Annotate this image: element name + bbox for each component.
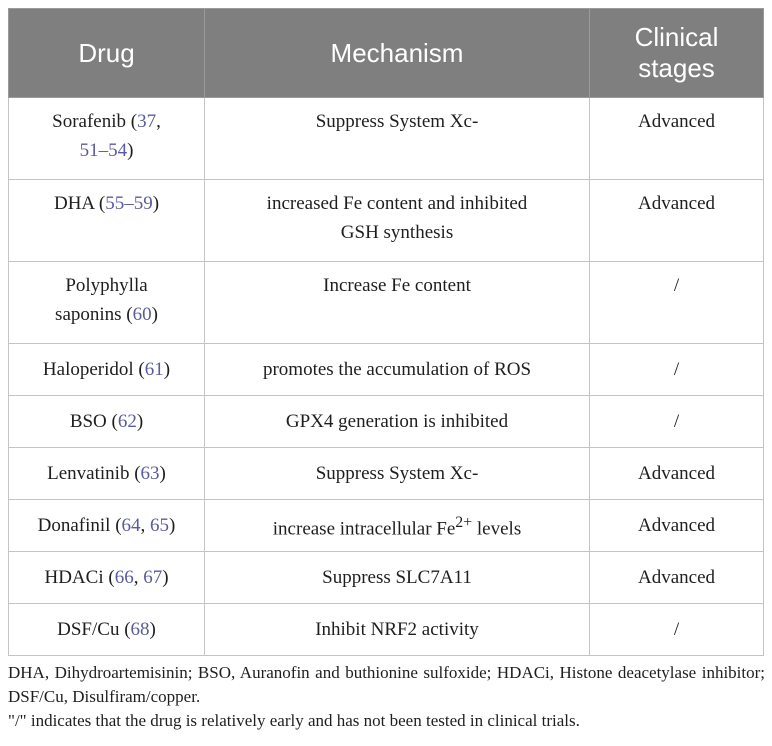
table-row [9, 604, 764, 656]
cell-drug: DSF/Cu (68) [9, 604, 205, 656]
table-row [9, 98, 764, 180]
header-drug: Drug [9, 9, 205, 98]
cell-mechanism: Suppress System Xc- [205, 98, 590, 180]
cell-drug: Haloperidol (61) [9, 344, 205, 396]
reference-link[interactable]: 63 [140, 463, 160, 484]
table-row [9, 180, 764, 262]
reference-link[interactable]: 37 [137, 111, 157, 132]
cell-mechanism: Suppress System Xc- [205, 448, 590, 500]
footnote-abbreviations: DHA, Dihydroartemisinin; BSO, Auranofin and buthionine sulfoxide; HDACi, Histone deacetylase inhibitor; DSF/Cu, Disulfiram/copper. [8, 663, 765, 706]
cell-drug: DHA (55–59) [9, 180, 205, 262]
header-clinical-stages: Clinical stages [590, 9, 764, 98]
drug-mechanism-table [8, 8, 764, 656]
table-row [9, 396, 764, 448]
cell-clinical-stage: Advanced [590, 500, 764, 552]
cell-mechanism: Inhibit NRF2 activity [205, 604, 590, 656]
cell-mechanism: Suppress SLC7A11 [205, 552, 590, 604]
reference-link[interactable]: 66 [114, 567, 134, 588]
table-row [9, 500, 764, 552]
cell-drug: Polyphylla saponins (60) [9, 262, 205, 344]
reference-link[interactable]: 51–54 [79, 140, 128, 161]
table-row [9, 344, 764, 396]
table-header-row [9, 9, 764, 98]
cell-clinical-stage: / [590, 396, 764, 448]
table-footnote [8, 661, 765, 733]
cell-drug: Donafinil (64, 65) [9, 500, 205, 552]
cell-drug: Sorafenib (37, 51–54) [9, 98, 205, 180]
cell-mechanism: GPX4 generation is inhibited [205, 396, 590, 448]
cell-drug: HDACi (66, 67) [9, 552, 205, 604]
header-mechanism: Mechanism [205, 9, 590, 98]
reference-link[interactable]: 62 [117, 411, 137, 432]
cell-mechanism: Increase Fe content [205, 262, 590, 344]
cell-clinical-stage: Advanced [590, 180, 764, 262]
reference-link[interactable]: 65 [150, 515, 170, 536]
footnote-slash-note: "/" indicates that the drug is relatively early and has not been tested in clinical trials. [8, 711, 580, 730]
cell-clinical-stage: Advanced [590, 552, 764, 604]
reference-link[interactable]: 64 [121, 515, 141, 536]
table-row [9, 552, 764, 604]
cell-clinical-stage: Advanced [590, 448, 764, 500]
cell-clinical-stage: Advanced [590, 98, 764, 180]
table-row [9, 448, 764, 500]
table-row [9, 262, 764, 344]
cell-drug: Lenvatinib (63) [9, 448, 205, 500]
reference-link[interactable]: 55–59 [105, 193, 153, 214]
cell-mechanism: promotes the accumulation of ROS [205, 344, 590, 396]
reference-link[interactable]: 61 [144, 359, 164, 380]
reference-link[interactable]: 68 [130, 619, 150, 640]
cell-clinical-stage: / [590, 344, 764, 396]
cell-mechanism: increased Fe content and inhibited GSH synthesis [205, 180, 590, 262]
cell-drug: BSO (62) [9, 396, 205, 448]
reference-link[interactable]: 67 [143, 567, 163, 588]
reference-link[interactable]: 60 [132, 304, 152, 325]
cell-clinical-stage: / [590, 604, 764, 656]
cell-clinical-stage: / [590, 262, 764, 344]
cell-mechanism: increase intracellular $Fe^{2+}$ levels [205, 500, 590, 552]
